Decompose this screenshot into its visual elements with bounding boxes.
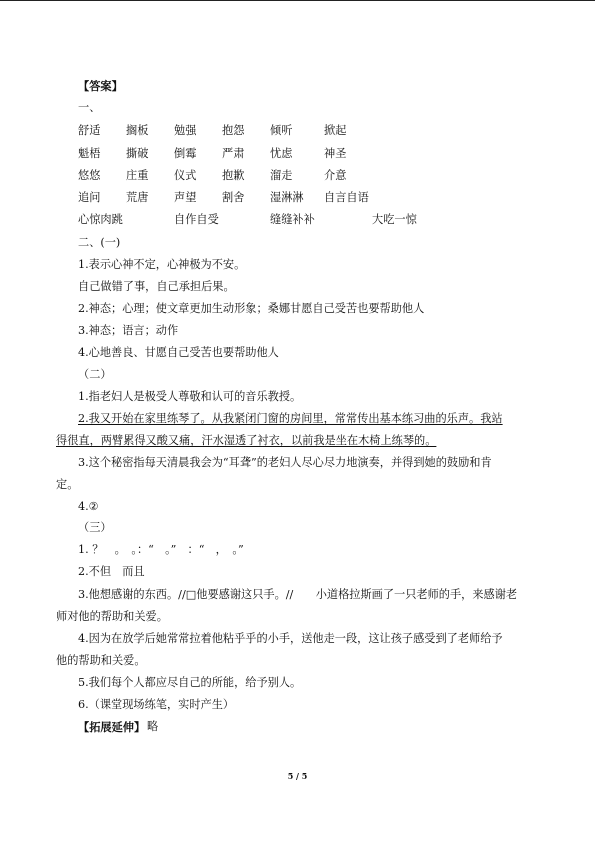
answer-line [0, 562, 595, 582]
answer-text: 他的帮助和关爱。 [56, 654, 146, 667]
vocab-word: 撕破 [126, 147, 149, 160]
answer-text: 5.我们每个人都应尽自己的所能，给予别人。 [78, 676, 302, 689]
vocab-word: 自作自受 [174, 213, 219, 226]
subsection-label: （二） [78, 368, 112, 381]
answer-line [0, 497, 595, 517]
answer-line [0, 453, 595, 473]
vocab-word: 割舍 [222, 191, 245, 204]
answer-line [0, 299, 595, 319]
answer-text: 定。 [56, 478, 79, 491]
vocab-word: 悠悠 [78, 169, 101, 182]
underlined-passage: 2.我又开始在家里练琴了。从我紧闭门窗的房间里，常常传出基本练习曲的乐声。我站 [78, 412, 503, 425]
section1-label: 一、 [78, 101, 101, 114]
answer-line [0, 585, 595, 605]
answer-text: 2.神态；心理；使文章更加生动形象；桑娜甘愿自己受苦也要帮助他人 [78, 302, 425, 315]
vocab-word: 缝缝补补 [270, 213, 315, 226]
answer-line [0, 255, 595, 275]
subsection-label-line [0, 365, 595, 385]
vocab-word: 搁板 [126, 124, 149, 137]
vocab-word: 溜走 [270, 169, 293, 182]
vocab-word: 抱歉 [222, 169, 245, 182]
answer-line [0, 475, 595, 495]
vocab-word: 倾听 [270, 124, 293, 137]
answer-line [0, 695, 595, 715]
answer-text: 4.心地善良、甘愿自己受苦也要帮助他人 [78, 346, 279, 359]
answer-line [0, 321, 595, 341]
answer-text: 1.表示心神不定，心神极为不安。 [78, 258, 246, 271]
extension-text: 略 [147, 720, 159, 733]
answer-text: 3.神态；语言；动作 [78, 324, 179, 337]
vocab-word: 神圣 [324, 147, 347, 160]
vocab-word: 舒适 [78, 124, 101, 137]
answer-line [0, 629, 595, 649]
answer-text: 4.因为在放学后她常常拉着他粘乎乎的小手，送他走一段，这让孩子感受到了老师给予 [78, 632, 503, 645]
vocab-word: 心惊肉跳 [78, 213, 123, 226]
section2-label-line [0, 233, 595, 253]
vocab-word: 倒霉 [174, 147, 197, 160]
answer-text: 3.他想感谢的东西。//□他要感谢这只手。// 小道格拉斯画了一只老师的手，来感谢老 [78, 588, 518, 601]
vocab-row [0, 144, 595, 164]
answer-text: 1.指老妇人是极受人尊敬和认可的音乐教授。 [78, 390, 302, 403]
underlined-passage: 得很直，两臂累得又酸又痛，汗水湿透了衬衣，以前我是坐在木椅上练琴的。 [56, 434, 437, 447]
answer-line [0, 277, 595, 297]
vocab-word: 大吃一惊 [372, 213, 417, 226]
answer-line [0, 673, 595, 693]
subsection-label-line [0, 518, 595, 538]
answer-text: 2.不但 而且 [78, 565, 145, 578]
section1-label-line [0, 98, 595, 118]
vocab-row [0, 188, 595, 208]
answer-text: 师对他的帮助和关爱。 [56, 610, 168, 623]
answer-line [0, 607, 595, 627]
vocab-word: 庄重 [126, 169, 149, 182]
vocab-word: 仪式 [174, 169, 197, 182]
subsection-label: （三） [78, 521, 112, 534]
vocab-row [0, 121, 595, 141]
answer-line [0, 409, 595, 429]
page-number: 5 / 5 [287, 771, 308, 781]
answer-text: 自己做错了事，自己承担后果。 [78, 280, 235, 293]
answer-text: 3.这个秘密指每天清晨我会为“耳聋”的老妇人尽心尽力地演奏，并得到她的鼓励和肯 [78, 456, 492, 469]
answer-line [0, 651, 595, 671]
answer-line [0, 540, 595, 560]
vocab-word: 追问 [78, 191, 101, 204]
answer-line [0, 343, 595, 363]
vocab-word: 声望 [174, 191, 197, 204]
vocab-word: 湿淋淋 [270, 191, 304, 204]
answer-text: 1. ？ 。 。：“ 。” ：“ ， 。” [78, 543, 244, 556]
vocab-word: 掀起 [324, 124, 347, 137]
vocab-word: 魁梧 [78, 147, 101, 160]
answer-line [0, 387, 595, 407]
vocab-row [0, 166, 595, 186]
vocab-row [0, 210, 595, 230]
vocab-word: 严肃 [222, 147, 245, 160]
answer-line [0, 431, 595, 451]
section2-label: 二、(一) [78, 236, 121, 249]
vocab-word: 忧虑 [270, 147, 293, 160]
vocab-word: 抱怨 [222, 124, 245, 137]
vocab-word: 勉强 [174, 124, 197, 137]
answer-text: 4.② [78, 500, 99, 513]
extension-heading: 【拓展延伸】 [78, 720, 146, 734]
vocab-word: 介意 [324, 169, 347, 182]
vocab-word: 自言自语 [324, 191, 369, 204]
answer-heading: 【答案】 [78, 79, 123, 93]
answer-text: 6.（课堂现场练笔，实时产生） [78, 698, 235, 711]
extension-line [0, 717, 595, 737]
vocab-word: 荒唐 [126, 191, 149, 204]
answer-heading-line [0, 76, 595, 96]
